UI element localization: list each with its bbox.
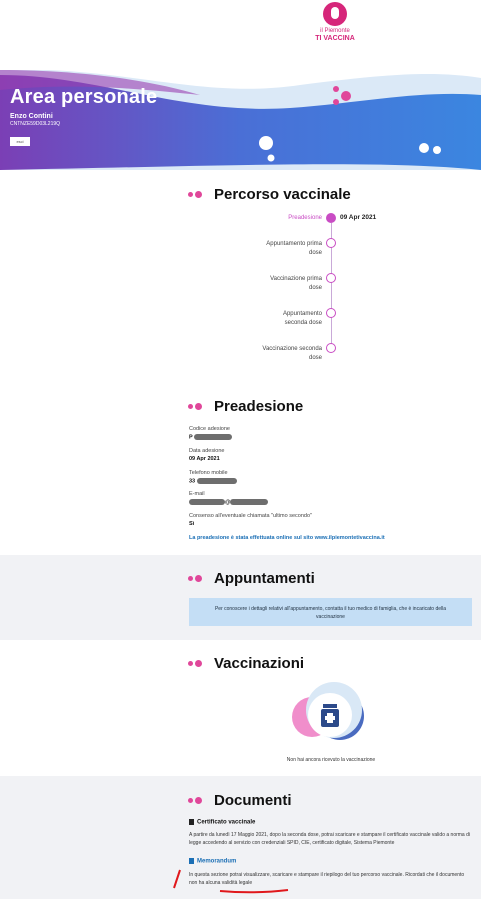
- telefono-value: [189, 478, 237, 484]
- codice-value: [189, 434, 232, 440]
- cert-heading: [189, 819, 255, 826]
- section-preadesione-title: [188, 398, 303, 415]
- email-label: E-mail: [189, 491, 205, 497]
- data-adesione-label: Data adesione: [189, 448, 225, 454]
- redacted-bar: [197, 478, 237, 484]
- section-vaccinazioni-title: [188, 655, 304, 672]
- email-at: @: [225, 499, 231, 506]
- timeline-step-label: Vaccinazione seconda dose: [262, 346, 322, 361]
- redacted-bar: [189, 499, 225, 505]
- redacted-bar: [230, 499, 268, 505]
- consenso-value: Sì: [189, 521, 195, 527]
- logo-line1: il Piemonte: [320, 28, 350, 34]
- timeline-node: [326, 343, 336, 353]
- memo-title-text: Memorandum: [197, 858, 237, 865]
- bullet-dots-icon: [188, 658, 208, 670]
- section-appuntamenti-title: [188, 570, 315, 587]
- user-fiscal-code: CNTNZE59D03L219Q: [10, 121, 61, 127]
- section-percorso-title: [188, 186, 351, 203]
- preadesione-note: La preadesione è stata effettuata online sul sito www.ilpiemontetivaccina.it: [189, 535, 385, 541]
- page-title: Area personale: [10, 86, 158, 108]
- bullet-dots-icon: [188, 401, 208, 413]
- timeline-node: [326, 238, 336, 248]
- telefono-label: Telefono mobile: [189, 470, 228, 476]
- vaccinazioni-title-text: Vaccinazioni: [214, 655, 305, 672]
- document-icon: [189, 858, 194, 864]
- codice-label: Codice adesione: [189, 426, 230, 432]
- timeline-step-label: Preadesione: [288, 215, 322, 221]
- memo-text: In questa sezione potrai visualizzare, scaricare e stampare il riepilogo del tuo percorso vaccinale. Ricordati che il documento non ha alcuna validità legale: [189, 872, 465, 886]
- vaccine-logo-icon: [323, 2, 347, 26]
- bullet-dots-icon: [188, 189, 208, 201]
- check-icon: [326, 213, 336, 223]
- data-adesione-value: 09 Apr 2021: [189, 456, 220, 462]
- documenti-title-text: Documenti: [214, 792, 292, 809]
- memorandum-link[interactable]: [189, 858, 236, 865]
- consenso-label: Consenso all'eventuale chiamata "ultimo secondo": [189, 513, 312, 519]
- timeline-step-label: Vaccinazione prima dose: [270, 276, 322, 291]
- timeline-step-label: Appuntamento seconda dose: [282, 311, 322, 326]
- timeline-step-label: Appuntamento prima dose: [266, 241, 322, 256]
- bullet-dots-icon: [188, 573, 208, 585]
- cert-text: A partire da lunedì 17 Maggio 2021, dopo la seconda dose, potrai scaricare e stampare il certificato vaccinale valido a norma di legge accedendo al servizio con credenziali SPID, CIE, certificato digitale, Sistema Piemonte: [189, 832, 470, 846]
- email-value: [189, 499, 268, 505]
- percorso-title-text: Percorso vaccinale: [214, 186, 351, 203]
- hero-banner: [0, 70, 481, 170]
- timeline-step-date: 09 Apr 2021: [340, 214, 377, 221]
- logo-line2: TI VACCINA: [315, 35, 355, 42]
- red-annotation-marks: [170, 866, 290, 896]
- section-documenti-title: [188, 792, 292, 809]
- telefono-value-text: 33: [189, 478, 196, 485]
- logout-button[interactable]: esci: [10, 137, 30, 146]
- codice-value-text: P: [189, 434, 193, 441]
- document-icon: [189, 819, 194, 825]
- vaccinazioni-empty-text: Non hai ancora ricevuto la vaccinazione: [286, 757, 376, 763]
- redacted-bar: [194, 434, 232, 440]
- user-name: Enzo Contini: [10, 113, 53, 120]
- preadesione-title-text: Preadesione: [214, 398, 304, 415]
- appuntamenti-title-text: Appuntamenti: [214, 570, 315, 587]
- timeline-node: [326, 308, 336, 318]
- brand-logo: [300, 2, 370, 46]
- appuntamenti-info-box: Per conoscere i dettagli relativi all'appuntamento, contatta il tuo medico di famiglia, che è incaricato della vaccinazione: [189, 598, 472, 626]
- timeline-node: [326, 273, 336, 283]
- vaccine-vial-icon: [290, 680, 370, 745]
- cert-title-text: Certificato vaccinale: [197, 819, 256, 826]
- bullet-dots-icon: [188, 795, 208, 807]
